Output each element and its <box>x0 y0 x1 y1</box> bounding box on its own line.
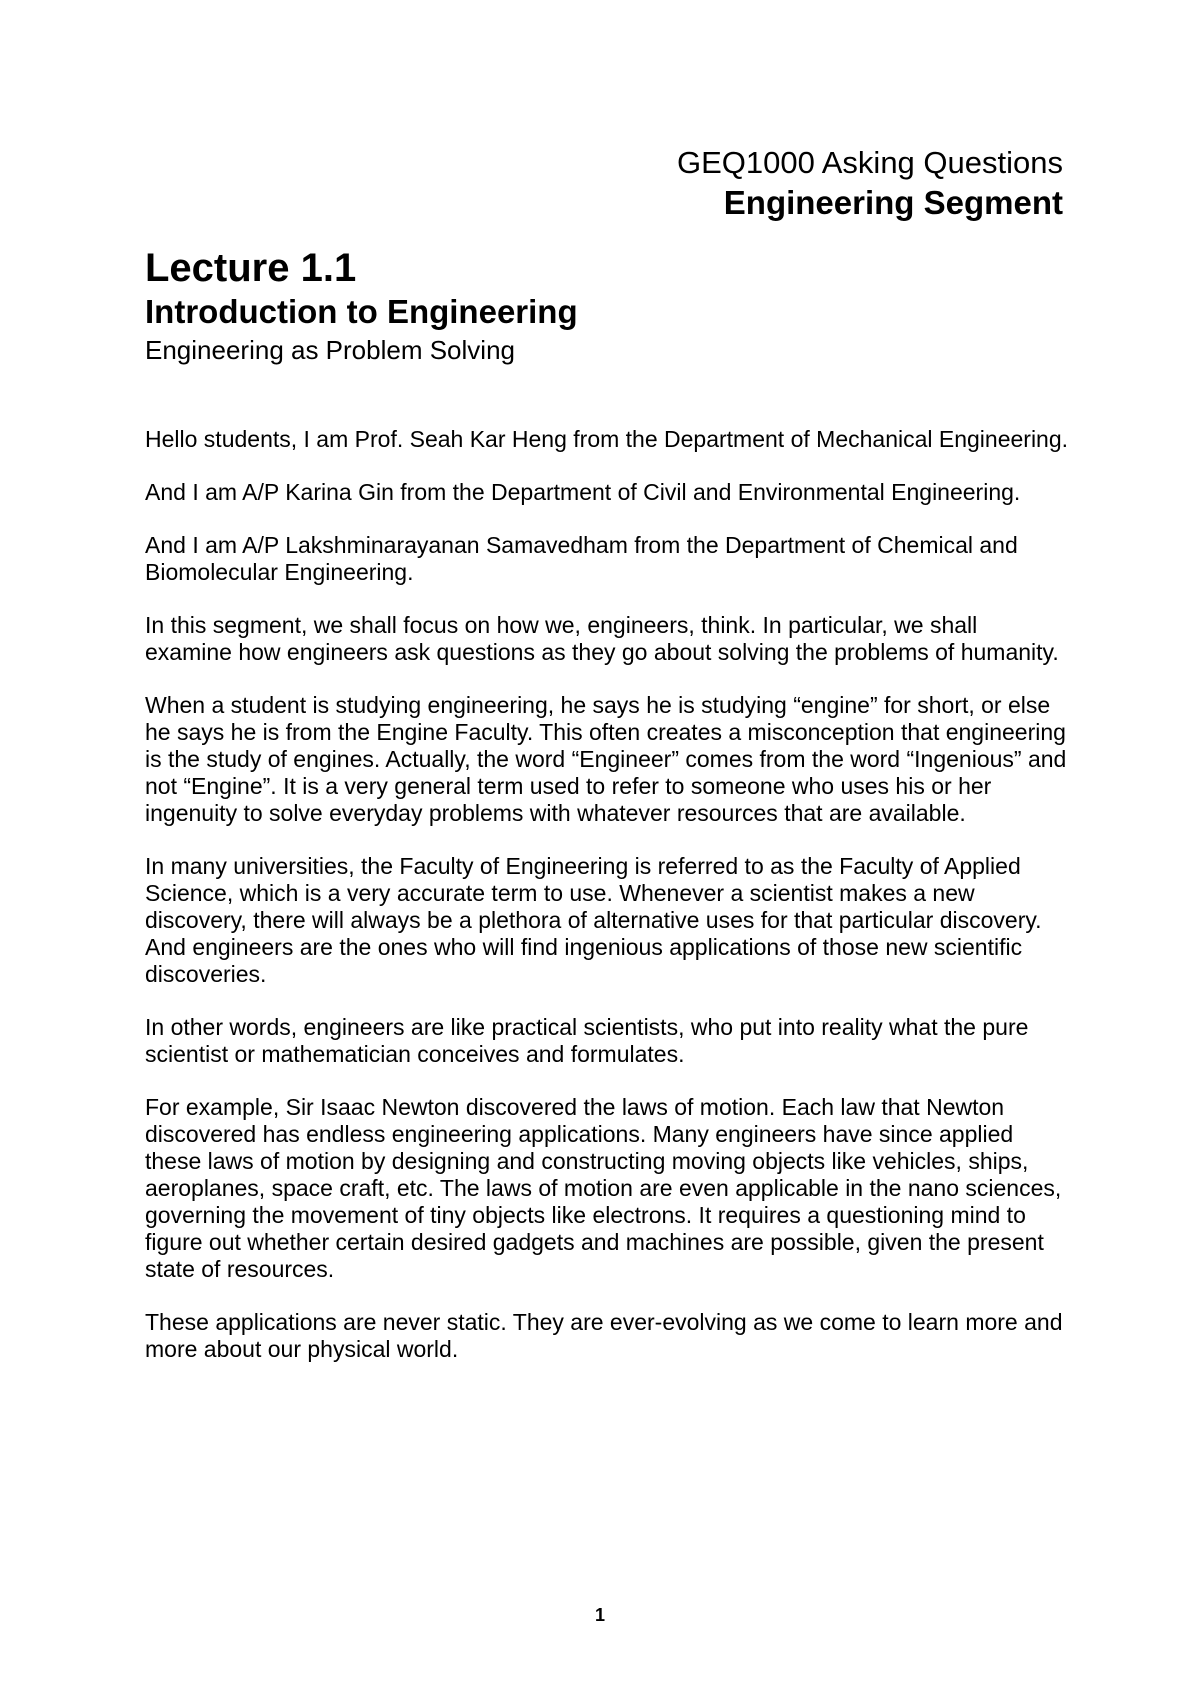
segment-name: Engineering Segment <box>723 184 1063 221</box>
paragraph-applied-science: In many universities, the Faculty of Engineering is referred to as the Faculty of Applied Science, which is a very accurate term to use. Whenever a scientist makes a new discovery, there will always be a plethora of alternative uses for that particular discovery. And engineers are the ones who will find ingenious applications of those new scientific discoveries. <box>145 853 1042 987</box>
page-number: 1 <box>594 1605 605 1625</box>
paragraph-intro-gin: And I am A/P Karina Gin from the Department of Civil and Environmental Engineering. <box>145 479 1021 505</box>
lecture-title: Introduction to Engineering <box>145 293 578 330</box>
paragraph-engineer-meaning: When a student is studying engineering, he says he is studying “engine” for short, or else he says he is from the Engine Faculty. This often creates a misconception that engineering is the study of engines. Actually, the word “Engineer” comes from the word “Ingenious” and not “Engine”. It is a very general term used to refer to someone who uses his or her ingenuity to solve everyday problems with whatever resources that are available. <box>145 692 1067 826</box>
body-text <box>145 426 1070 1389</box>
paragraph-intro-seah: Hello students, I am Prof. Seah Kar Heng from the Department of Mechanical Engineering. <box>145 426 1069 452</box>
paragraph-segment-focus: In this segment, we shall focus on how we, engineers, think. In particular, we shall examine how engineers ask questions as they go about solving the problems of humanity. <box>145 612 1059 665</box>
course-name: GEQ1000 Asking Questions <box>676 145 1063 180</box>
paragraph-practical-scientists: In other words, engineers are like practical scientists, who put into reality what the pure scientist or mathematician conceives and formulates. <box>145 1014 1029 1067</box>
lecture-heading <box>145 244 578 367</box>
course-header <box>677 144 1063 224</box>
lecture-number: Lecture 1.1 <box>145 246 357 290</box>
paragraph-newton-example: For example, Sir Isaac Newton discovered the laws of motion. Each law that Newton discovered has endless engineering applications. Many engineers have since applied these laws of motion by designing and constructing moving objects like vehicles, ships, aeroplanes, space craft, etc. The laws of motion are even applicable in the nano sciences, governing the movement of tiny objects like electrons. It requires a questioning mind to figure out whether certain desired gadgets and machines are possible, given the present state of resources. <box>145 1094 1062 1282</box>
paragraph-ever-evolving: These applications are never static. They are ever-evolving as we come to learn more and more about our physical world. <box>145 1309 1063 1362</box>
lecture-subtitle: Engineering as Problem Solving <box>145 335 515 365</box>
paragraph-intro-samavedham: And I am A/P Lakshminarayanan Samavedham from the Department of Chemical and Biomolecular Engineering. <box>145 532 1018 585</box>
